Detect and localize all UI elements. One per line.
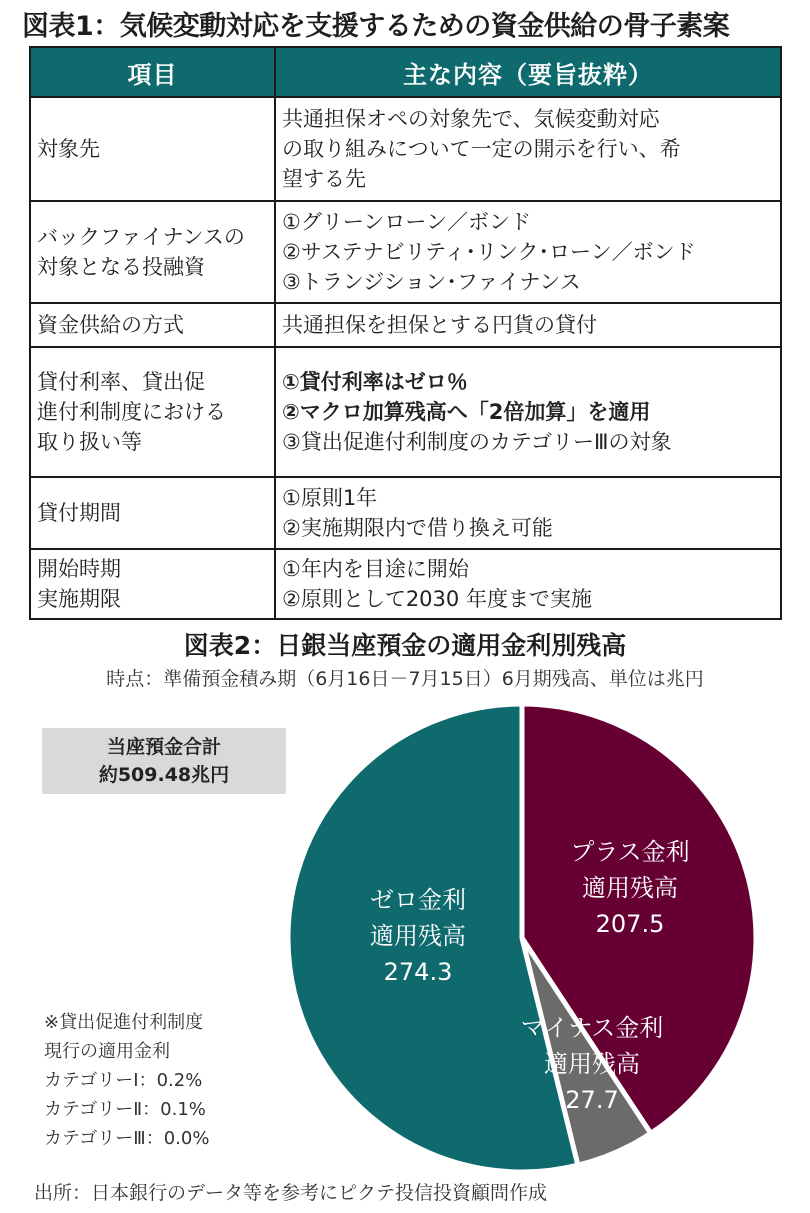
row-content <box>275 97 781 201</box>
slice-value-label: 274.3 <box>383 958 453 986</box>
row-content-line: 共通担保を担保とする円貨の貸付 <box>282 313 597 337</box>
figure2-title: 図表2：日銀当座預金の適用金利別残高 <box>183 631 627 660</box>
proposal-table <box>29 46 782 620</box>
table-row <box>30 347 781 477</box>
row-item-line: 対象先 <box>37 137 100 161</box>
row-content <box>275 201 781 303</box>
row-item-line: 貸付期間 <box>37 501 121 525</box>
note-line: カテゴリーⅠ：0.2% <box>44 1070 203 1091</box>
slice-label: プラス金利 <box>570 838 690 866</box>
note-line: カテゴリーⅡ：0.1% <box>44 1099 206 1120</box>
note-line: ※貸出促進付利制度 <box>44 1012 204 1033</box>
row-item-line: 開始時期 <box>37 557 121 581</box>
row-item-line: 取り扱い等 <box>37 430 142 454</box>
row-item-line: 進付利制度における <box>37 400 226 424</box>
table-row <box>30 201 781 303</box>
total-value: 約509.48兆円 <box>98 764 230 786</box>
row-content-line: 共通担保オペの対象先で、気候変動対応 <box>282 107 660 131</box>
row-content <box>275 477 781 549</box>
slice-label: 適用残高 <box>582 874 678 902</box>
row-content-line: 望する先 <box>282 167 366 191</box>
row-item-line: 貸付利率、貸出促 <box>37 370 205 394</box>
table-row <box>30 303 781 347</box>
table-row <box>30 97 781 201</box>
row-content <box>275 347 781 477</box>
slice-label: 適用残高 <box>370 922 466 950</box>
row-item <box>30 549 275 619</box>
row-content-line: ①貸付利率はゼロ％ <box>282 370 468 394</box>
note-line: カテゴリーⅢ：0.0% <box>44 1128 210 1149</box>
row-item-line: 実施期限 <box>37 587 121 611</box>
row-content <box>275 303 781 347</box>
header-content: 主な内容（要旨抜粋） <box>275 47 781 97</box>
slice-label: 適用残高 <box>544 1050 640 1078</box>
row-item-line: バックファイナンスの <box>37 225 245 249</box>
row-content-line: ②実施期限内で借り換え可能 <box>282 516 553 540</box>
row-item <box>30 477 275 549</box>
note-line: 現行の適用金利 <box>44 1041 170 1062</box>
row-item <box>30 347 275 477</box>
row-item <box>30 303 275 347</box>
row-item <box>30 201 275 303</box>
table-row <box>30 549 781 619</box>
row-content-line: ②原則として2030 年度まで実施 <box>282 587 592 611</box>
row-item-line: 対象となる投融資 <box>37 255 205 279</box>
slice-label: ゼロ金利 <box>370 886 466 914</box>
source-note: 出所：日本銀行のデータ等を参考にピクテ投信投資顧問作成 <box>34 1182 548 1204</box>
slice-label: マイナス金利 <box>520 1014 664 1042</box>
row-item-line: 資金供給の方式 <box>37 313 184 337</box>
slice-value-label: 27.7 <box>565 1086 619 1114</box>
row-item <box>30 97 275 201</box>
table-row <box>30 477 781 549</box>
row-content-line: ①原則1年 <box>282 486 378 510</box>
row-content-line: ①年内を目途に開始 <box>282 557 469 581</box>
total-label: 当座預金合計 <box>106 736 221 758</box>
table-header-row <box>30 47 781 97</box>
row-content-line: ③トランジション･ファイナンス <box>282 270 581 294</box>
row-content-line: ①グリーンローン／ボンド <box>282 210 531 234</box>
row-content <box>275 549 781 619</box>
figure1-title: 図表1：気候変動対応を支援するための資金供給の骨子素案 <box>22 11 730 42</box>
rate-note <box>44 1008 209 1153</box>
row-content-line: の取り組みについて一定の開示を行い、希 <box>282 137 681 161</box>
row-content-line: ②マクロ加算残高へ「2倍加算」を適用 <box>282 400 651 424</box>
row-content-line: ③貸出促進付利制度のカテゴリーⅢの対象 <box>282 430 672 454</box>
header-item: 項目 <box>30 47 275 97</box>
figure2-subtitle: 時点：準備預金積み期（6月16日－7月15日）6月期残高、単位は兆円 <box>106 668 704 690</box>
slice-value-label: 207.5 <box>595 910 665 938</box>
row-content-line: ②サステナビリティ･リンク･ローン／ボンド <box>282 240 696 264</box>
